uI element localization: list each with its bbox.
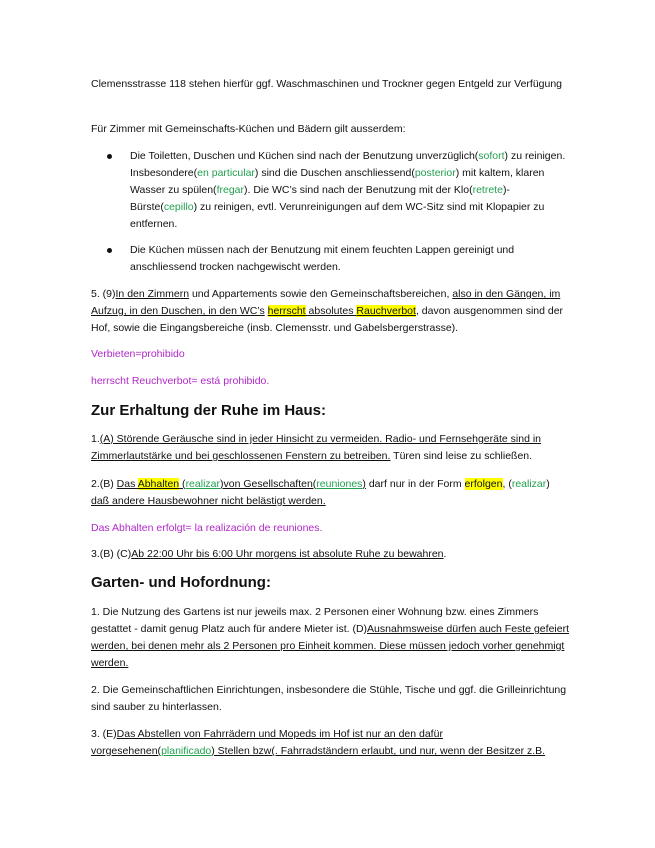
paragraph-garden-use: 1. Die Nutzung des Gartens ist nur jeweils max. 2 Personen einer Wohnung bzw. eines Zimmers gestattet - damit genug Platz auch für andere Mieter ist. (D)Ausnahmsweise dürfen auch Feste gefeiert werden, bei denen mehr als 2 Personen pro Einheit kommen. Diese müssen jedoch vorher genehmigt werden. [91,606,569,669]
translation-note-rauchverbot: herrscht Reuchverbot= está prohibido. [91,375,270,387]
heading-garden: Garten- und Hofordnung: [91,574,271,591]
paragraph-gatherings: 2.(B) Das Abhalten (realizar)von Gesellschaften(reuniones) darf nur in der Form erfolgen, (realizar) daß andere Hausbewohner nicht belästigt werden. [91,478,550,507]
bullet-icon [107,154,112,159]
paragraph-shared-rooms: Für Zimmer mit Gemeinschafts-Küchen und Bädern gilt ausserdem: [91,123,406,135]
highlighted-word: Abhalten [137,478,180,490]
paragraph-quiet-hours: 3.(B) (C)Ab 22:00 Uhr bis 6:00 Uhr morgens ist absolute Ruhe zu bewahren. [91,548,447,560]
translation-note: fregar [216,184,244,196]
translation-note: reuniones [316,478,363,490]
translation-note-abhalten: Das Abhalten erfolgt= la realización de reuniones. [91,522,323,534]
list-item-kitchen [91,242,569,276]
highlighted-word: herrscht [267,305,306,317]
list-item-cleaning [91,148,569,233]
heading-quiet: Zur Erhaltung der Ruhe im Haus: [91,402,327,419]
highlighted-word: Rauchverbot [356,305,416,317]
list-item-text: Die Toiletten, Duschen und Küchen sind nach der Benutzung unverzüglich(sofort) zu reinigen. Insbesondere(en particular) sind die Duschen anschliessend(posterior) mit kaltem, klaren Wasser zu spülen(fregar). Die WC’s sind nach der Benutzung mit der Klo(retrete)-Bürste(cepillo) zu reinigen, evtl. Verunreinigungen auf dem WC-Sitz sind mit Klopapier zu entfernen. [130,150,566,230]
paragraph-bicycles: 3. (E)Das Abstellen von Fahrrädern und Mopeds im Hof ist nur an den dafür vorgesehenen(planificado) Stellen bzw(. Fahrradständern erlaubt, und nur, wenn der Besitzer z.B. [91,728,546,757]
paragraph-noise: 1.(A) Störende Geräusche sind in jeder Hinsicht zu vermeiden. Radio- und Fernsehgeräte sind in Zimmerlautstärke und bei geschlossenen Fenstern zu betreiben. Türen sind leise zu schließen. [91,433,541,462]
paragraph-smoking-ban: 5. (9)In den Zimmern und Appartements sowie den Gemeinschaftsbereichen, also in den Gängen, im Aufzug, in den Duschen, in den WC’s herrscht absolutes Rauchverbot, davon ausgenommen sind der Hof, sowie die Eingangsbereiche (insb. Clemensstr. und Gabelsbergerstrasse). [91,288,564,334]
paragraph-facilities: 2. Die Gemeinschaftlichen Einrichtungen, insbesondere die Stühle, Tische und ggf. die Grilleinrichtung sind sauber zu hinterlassen. [91,684,567,713]
translation-note: posterior [414,167,456,179]
translation-note: realizar [511,478,547,490]
paragraph-laundry: Clemensstrasse 118 stehen hierfür ggf. Waschmaschinen und Trockner gegen Entgeld zur Verfügung [91,78,563,90]
translation-note: cepillo [163,201,194,213]
list-item-text: Die Küchen müssen nach der Benutzung mit einem feuchten Lappen gereinigt und anschliessend trocken nachgewischt werden. [130,244,515,273]
translation-note: realizar [185,478,220,490]
translation-note: retrete [472,184,503,196]
translation-note: planificado [161,745,212,757]
translation-note-verbieten: Verbieten=prohibido [91,348,185,360]
highlighted-word: erfolgen [464,478,503,490]
translation-note: sofort [478,150,505,162]
translation-note: en particular [197,167,255,179]
bullet-icon [107,248,112,253]
